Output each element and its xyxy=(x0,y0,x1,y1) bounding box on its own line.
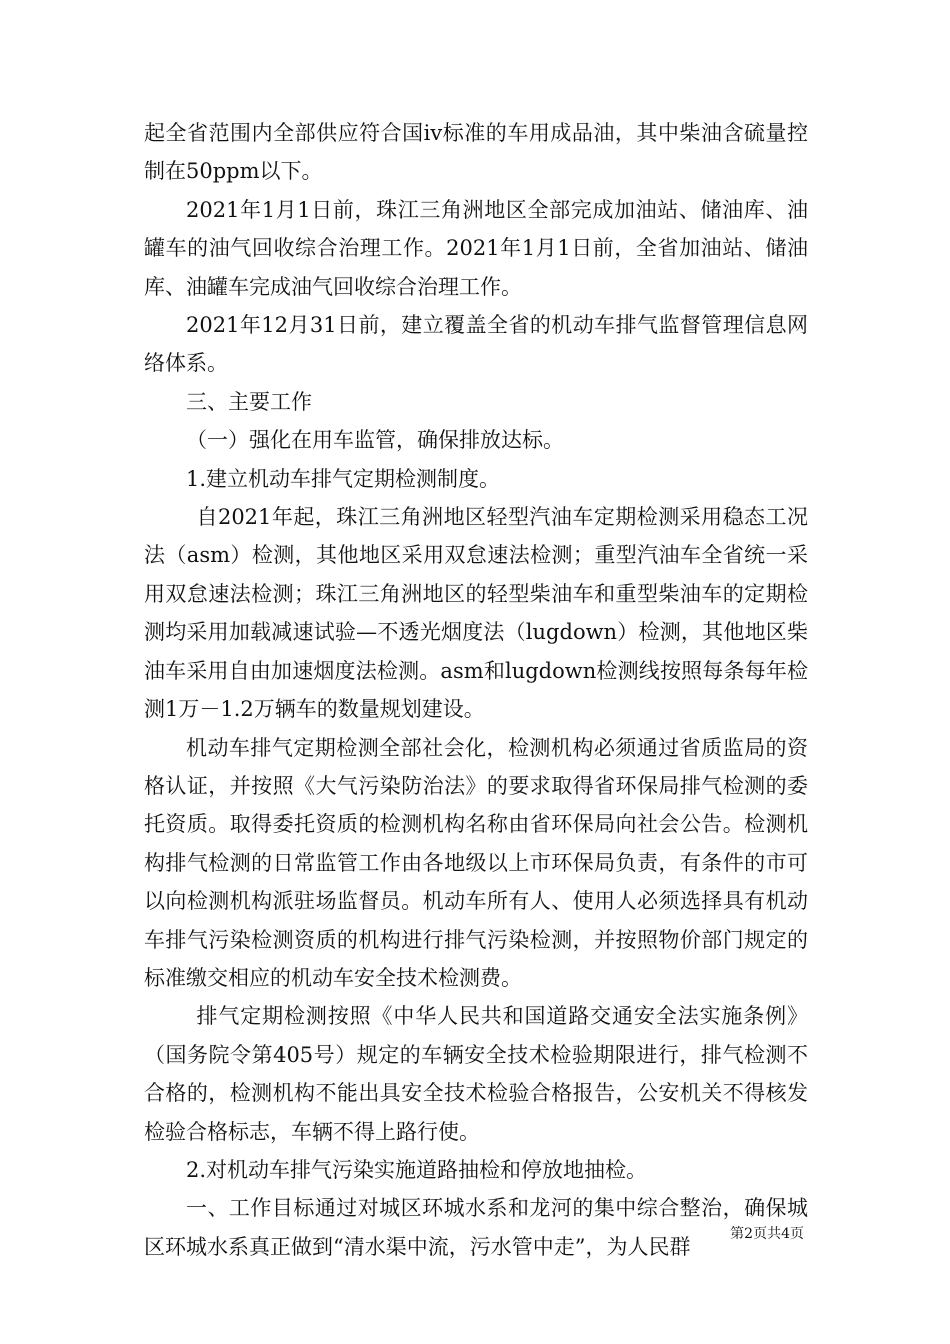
page-number: 第2页共4页 xyxy=(730,1226,804,1242)
paragraph-inspection-period: 排气定期检测按照《中华人民共和国道路交通安全法实施条例》（国务院令第405号）规定的车辆安全技术检验期限进行，排气检测不合格的，检测机构不能出具安全技术检验合格报告，公安机关不得核发检验合格标志，车辆不得上路行使。 xyxy=(144,1004,808,1144)
item-heading-periodic-inspection: 1.建立机动车排气定期检测制度。 xyxy=(186,466,501,491)
paragraph-work-goal: 一、工作目标通过对城区环城水系和龙河的集中综合整治，确保城区环城水系真正做到“清水渠中流，污水管中走”，为人民群 xyxy=(144,1196,808,1259)
item-heading-road-inspection: 2.对机动车排气污染实施道路抽检和停放地抽检。 xyxy=(186,1157,648,1182)
subsection-heading-supervision: （一）强化在用车监管，确保排放达标。 xyxy=(186,428,564,453)
paragraph-oil-recovery: 2021年1月1日前，珠江三角洲地区全部完成加油站、储油库、油罐车的油气回收综合治理工作。2021年1月1日前，全省加油站、储油库、油罐车完成油气回收综合治理工作。 xyxy=(144,197,808,299)
section-heading-main-work: 三、主要工作 xyxy=(186,389,312,414)
paragraph-inspection-socialization: 机动车排气定期检测全部社会化，检测机构必须通过省质监局的资格认证，并按照《大气污染防治法》的要求取得省环保局排气检测的委托资质。取得委托资质的检测机构名称由省环保局向社会公告。检测机构排气检测的日常监管工作由各地级以上市环保局负责，有条件的市可以向检测机构派驻场监督员。机动车所有人、使用人必须选择具有机动车排气污染检测资质的机构进行排气污染检测，并按照物价部门规定的标准缴交相应的机动车安全技术检测费。 xyxy=(144,735,808,990)
document-body xyxy=(144,114,808,1266)
paragraph-inspection-methods: 自2021年起，珠江三角洲地区轻型汽油车定期检测采用稳态工况法（asm）检测，其他地区采用双怠速法检测；重型汽油车全省统一采用双怠速法检测；珠江三角洲地区的轻型柴油车和重型柴油车的定期检测均采用加载减速试验—不透光烟度法（lugdown）检测，其他地区柴油车采用自由加速烟度法检测。asm和lugdown检测线按照每条每年检测1万－1.2万辆车的数量规划建设。 xyxy=(144,505,808,722)
paragraph-continuation: 起全省范围内全部供应符合国iv标准的车用成品油，其中柴油含硫量控制在50ppm以下。 xyxy=(144,121,808,184)
paragraph-network-system: 2021年12月31日前，建立覆盖全省的机动车排气监督管理信息网络体系。 xyxy=(144,313,808,376)
